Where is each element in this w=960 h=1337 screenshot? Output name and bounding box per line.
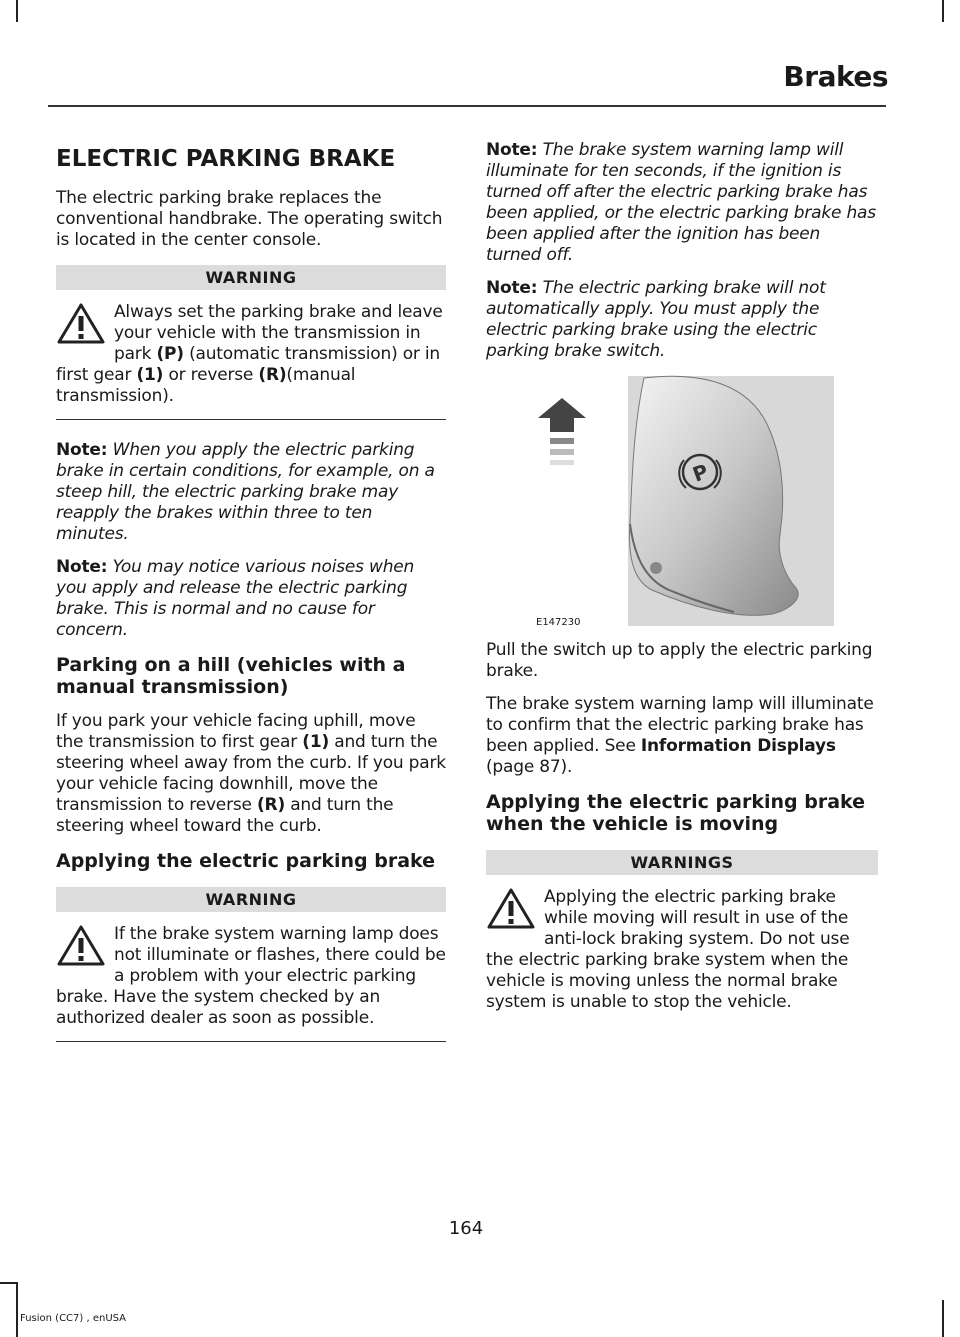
warning-triangle-icon [486, 887, 536, 931]
crop-mark [942, 0, 944, 22]
subheading: Applying the electric parking brake [56, 849, 436, 872]
crop-mark [16, 0, 18, 22]
parking-brake-switch-figure [534, 374, 834, 632]
parking-brake-switch-illustration [534, 374, 834, 632]
crop-mark [942, 1300, 944, 1337]
hill-paragraph: If you park your vehicle facing uphill, move the transmission to first gear (1) and turn the steering wheel away from the curb. If you park your vehicle facing downhill, move the transmission to reverse (R) and turn the steering wheel toward the curb. [56, 710, 446, 836]
subheading: Parking on a hill (vehicles with a manual transmission) [56, 654, 406, 698]
right-column [486, 140, 878, 1045]
subheading: Applying the electric parking brake when the vehicle is moving [486, 791, 866, 835]
warning-header: WARNING [56, 265, 446, 290]
pull-paragraph: Pull the switch up to apply the electric parking brake. [486, 640, 873, 681]
page-title: Brakes [783, 60, 888, 93]
left-column [56, 140, 446, 1062]
note-paragraph: Note: The brake system warning lamp will illuminate for ten seconds, if the ignition is turned off after the electric parking brake has been applied, or the electric parking brake has been applied after the ignition has been turned off. [486, 140, 876, 265]
warning-triangle-icon [56, 924, 106, 968]
warning-triangle-icon [56, 302, 106, 346]
footer-model: Fusion (CC7) , enUSA [20, 1313, 127, 1324]
warning-box: Applying the electric parking brake while moving will result in use of the anti-lock braking system. Do not use the electric parking brake system when the vehicle is moving unless the normal brake system is unable to stop the vehicle. [486, 886, 850, 1012]
intro-paragraph: The electric parking brake replaces the conventional handbrake. The operating switch is located in the center console. [56, 188, 443, 250]
lamp-paragraph: The brake system warning lamp will illuminate to confirm that the electric parking brake has been applied. See Information Displays (page 87). [486, 694, 874, 777]
warning-box: If the brake system warning lamp does not illuminate or flashes, there could be a problem with your electric parking brake. Have the system checked by an authorized dealer as soon as possible. [56, 924, 446, 1042]
information-displays-link[interactable]: Information Displays [640, 736, 836, 756]
warning-header: WARNING [56, 887, 446, 912]
crop-mark [16, 1282, 18, 1337]
title-rule [48, 105, 886, 107]
switch-body [628, 376, 834, 626]
warning-header: WARNINGS [486, 850, 878, 875]
note-paragraph: Note: The electric parking brake will not automatically apply. You must apply the electric parking brake using the electric parking brake switch. [486, 278, 826, 361]
warning-box: Always set the parking brake and leave your vehicle with the transmission in park (P) (automatic transmission) or in first gear (1) or reverse (R)(manual transmission). [56, 302, 446, 420]
arrow-up-icon [538, 398, 586, 465]
switch-letter: P [689, 459, 712, 487]
note-paragraph: Note: When you apply the electric parking brake in certain conditions, for example, on a steep hill, the electric parking brake may reapply the brakes within three to ten minutes. [56, 440, 435, 544]
section-heading: ELECTRIC PARKING BRAKE [56, 146, 396, 172]
note-paragraph: Note: You may notice various noises when you apply and release the electric parking brake. This is normal and no cause for concern. [56, 557, 415, 640]
page-number: 164 [448, 1218, 484, 1239]
figure-code: E147230 [536, 617, 581, 628]
